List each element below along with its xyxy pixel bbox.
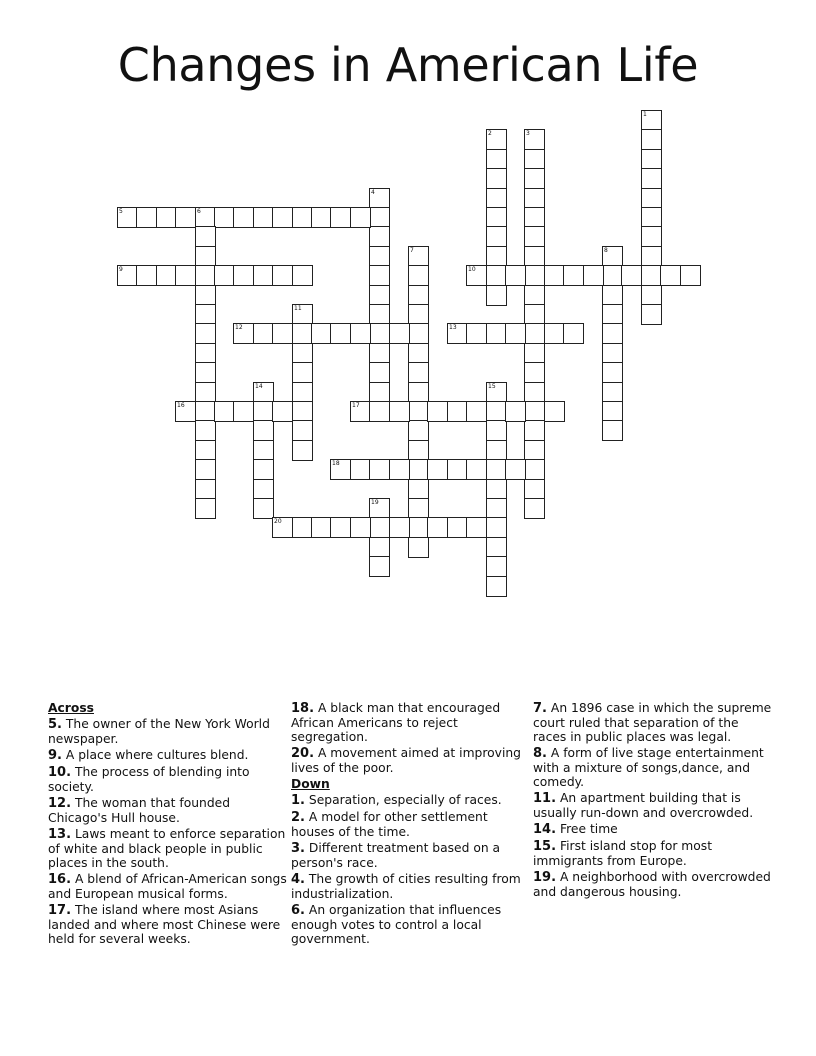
- clues-column-1: [48, 701, 288, 948]
- grid-cell[interactable]: [505, 459, 526, 480]
- grid-cell[interactable]: [175, 401, 196, 422]
- grid-cell[interactable]: [641, 207, 662, 228]
- cell-number: 14: [255, 383, 263, 390]
- grid-cell[interactable]: [660, 265, 681, 286]
- grid-cell[interactable]: [602, 285, 623, 306]
- grid-cell[interactable]: [253, 382, 274, 403]
- grid-cell[interactable]: [544, 265, 565, 286]
- grid-cell[interactable]: [369, 517, 390, 538]
- clue-number: 20.: [291, 746, 315, 761]
- grid-cell[interactable]: [583, 265, 604, 286]
- grid-cell[interactable]: [524, 362, 545, 383]
- grid-cell[interactable]: [369, 382, 390, 403]
- clue-text: A black man that encouraged African Americans to reject segregation.: [291, 701, 501, 744]
- grid-cell[interactable]: [311, 517, 332, 538]
- grid-cell[interactable]: [524, 420, 545, 441]
- grid-cell[interactable]: [214, 401, 235, 422]
- grid-cell[interactable]: [486, 459, 507, 480]
- grid-cell[interactable]: [524, 188, 545, 209]
- cell-number: 2: [488, 130, 492, 137]
- grid-cell[interactable]: [486, 285, 507, 306]
- clue-number: 11.: [533, 791, 557, 806]
- grid-cell[interactable]: [641, 149, 662, 170]
- clue-down-14: [533, 822, 773, 837]
- grid-cell[interactable]: [253, 323, 274, 344]
- grid-cell[interactable]: [486, 246, 507, 267]
- grid-cell[interactable]: [369, 265, 390, 286]
- grid-cell[interactable]: [253, 265, 274, 286]
- grid-cell[interactable]: [621, 265, 642, 286]
- grid-cell[interactable]: [292, 382, 313, 403]
- cell-number: 8: [604, 247, 608, 254]
- grid-cell[interactable]: [602, 362, 623, 383]
- grid-cell[interactable]: [524, 498, 545, 519]
- clue-number: 5.: [48, 717, 62, 732]
- grid-cell[interactable]: [447, 459, 468, 480]
- grid-cell[interactable]: [136, 265, 157, 286]
- grid-cell[interactable]: [214, 207, 235, 228]
- cell-number: 13: [449, 324, 457, 331]
- cell-number: 11: [294, 305, 302, 312]
- clue-number: 8.: [533, 746, 547, 761]
- clue-across-12: [48, 796, 288, 825]
- clue-text: A place where cultures blend.: [65, 748, 249, 762]
- grid-cell[interactable]: [524, 149, 545, 170]
- grid-cell[interactable]: [292, 323, 313, 344]
- grid-cell[interactable]: [292, 517, 313, 538]
- grid-cell[interactable]: [369, 246, 390, 267]
- grid-cell[interactable]: [486, 420, 507, 441]
- grid-cell[interactable]: [330, 517, 351, 538]
- grid-cell[interactable]: [524, 129, 545, 150]
- clue-number: 19.: [533, 870, 557, 885]
- grid-cell[interactable]: [408, 498, 429, 519]
- grid-cell[interactable]: [524, 168, 545, 189]
- grid-cell[interactable]: [311, 207, 332, 228]
- grid-cell[interactable]: [175, 265, 196, 286]
- clue-text: First island stop for most immigrants from Europe.: [533, 839, 713, 868]
- grid-cell[interactable]: [466, 517, 487, 538]
- grid-cell[interactable]: [292, 420, 313, 441]
- grid-cell[interactable]: [544, 323, 565, 344]
- grid-cell[interactable]: [563, 265, 584, 286]
- clue-across-20: [291, 746, 523, 775]
- grid-cell[interactable]: [195, 207, 216, 228]
- clue-number: 15.: [533, 839, 557, 854]
- grid-cell[interactable]: [486, 576, 507, 597]
- grid-cell[interactable]: [486, 265, 507, 286]
- grid-cell[interactable]: [524, 479, 545, 500]
- grid-cell[interactable]: [524, 440, 545, 461]
- grid-cell[interactable]: [233, 207, 254, 228]
- grid-cell[interactable]: [641, 226, 662, 247]
- grid-cell[interactable]: [272, 401, 293, 422]
- grid-cell[interactable]: [641, 168, 662, 189]
- grid-cell[interactable]: [524, 304, 545, 325]
- grid-cell[interactable]: [311, 323, 332, 344]
- clue-number: 9.: [48, 748, 62, 763]
- grid-cell[interactable]: [641, 129, 662, 150]
- clue-across-10: [48, 765, 288, 794]
- grid-cell[interactable]: [486, 556, 507, 577]
- grid-cell[interactable]: [486, 207, 507, 228]
- grid-cell[interactable]: [389, 459, 410, 480]
- clue-number: 10.: [48, 765, 72, 780]
- grid-cell[interactable]: [350, 459, 371, 480]
- cell-number: 9: [119, 266, 123, 273]
- grid-cell[interactable]: [156, 265, 177, 286]
- grid-cell[interactable]: [427, 459, 448, 480]
- grid-cell[interactable]: [505, 401, 526, 422]
- grid-cell[interactable]: [292, 401, 313, 422]
- clue-number: 18.: [291, 701, 315, 716]
- grid-cell[interactable]: [466, 401, 487, 422]
- grid-cell[interactable]: [602, 420, 623, 441]
- grid-cell[interactable]: [330, 207, 351, 228]
- grid-cell[interactable]: [195, 440, 216, 461]
- grid-cell[interactable]: [369, 343, 390, 364]
- cell-number: 17: [352, 402, 360, 409]
- grid-cell[interactable]: [369, 401, 390, 422]
- grid-cell[interactable]: [486, 168, 507, 189]
- grid-cell[interactable]: [602, 401, 623, 422]
- grid-cell[interactable]: [641, 188, 662, 209]
- grid-cell[interactable]: [447, 517, 468, 538]
- grid-cell[interactable]: [524, 226, 545, 247]
- clue-text: Different treatment based on a person's race.: [291, 841, 501, 870]
- clue-text: The owner of the New York World newspaper.: [48, 717, 270, 746]
- clue-across-18: [291, 701, 523, 744]
- grid-cell[interactable]: [641, 110, 662, 131]
- grid-cell[interactable]: [486, 498, 507, 519]
- grid-cell[interactable]: [195, 459, 216, 480]
- clue-number: 6.: [291, 903, 305, 918]
- grid-cell[interactable]: [505, 265, 526, 286]
- clue-across-9: [48, 748, 288, 763]
- grid-cell[interactable]: [680, 265, 701, 286]
- clue-down-2: [291, 810, 523, 839]
- grid-cell[interactable]: [195, 285, 216, 306]
- grid-cell[interactable]: [389, 323, 410, 344]
- clue-text: The woman that founded Chicago's Hull house.: [48, 796, 231, 825]
- grid-cell[interactable]: [505, 323, 526, 344]
- grid-cell[interactable]: [292, 304, 313, 325]
- grid-cell[interactable]: [272, 265, 293, 286]
- clue-text: A neighborhood with overcrowded and dangerous housing.: [533, 870, 771, 899]
- grid-cell[interactable]: [408, 517, 429, 538]
- grid-cell[interactable]: [641, 246, 662, 267]
- clue-text: A model for other settlement houses of the time.: [291, 810, 488, 839]
- grid-cell[interactable]: [292, 207, 313, 228]
- grid-cell[interactable]: [253, 440, 274, 461]
- page-title: Changes in American Life: [117, 38, 699, 92]
- grid-cell[interactable]: [214, 265, 235, 286]
- grid-cell[interactable]: [641, 285, 662, 306]
- cell-number: 1: [643, 111, 647, 118]
- grid-cell[interactable]: [466, 265, 487, 286]
- grid-cell[interactable]: [292, 440, 313, 461]
- clue-text: The island where most Asians landed and where most Chinese were held for several weeks.: [48, 903, 281, 946]
- grid-cell[interactable]: [195, 246, 216, 267]
- grid-cell[interactable]: [117, 207, 138, 228]
- grid-cell[interactable]: [602, 382, 623, 403]
- grid-cell[interactable]: [369, 323, 390, 344]
- clue-number: 1.: [291, 793, 305, 808]
- grid-cell[interactable]: [350, 323, 371, 344]
- grid-cell[interactable]: [253, 207, 274, 228]
- clue-text: The growth of cities resulting from industrialization.: [291, 872, 521, 901]
- grid-cell[interactable]: [408, 246, 429, 267]
- grid-cell[interactable]: [369, 498, 390, 519]
- grid-cell[interactable]: [641, 265, 662, 286]
- grid-cell[interactable]: [408, 401, 429, 422]
- grid-cell[interactable]: [195, 226, 216, 247]
- grid-cell[interactable]: [408, 323, 429, 344]
- grid-cell[interactable]: [369, 285, 390, 306]
- grid-cell[interactable]: [486, 479, 507, 500]
- clue-down-11: [533, 791, 773, 820]
- grid-cell[interactable]: [195, 382, 216, 403]
- clues-column-3: [533, 701, 773, 901]
- cell-number: 6: [197, 208, 201, 215]
- grid-cell[interactable]: [408, 343, 429, 364]
- grid-cell[interactable]: [486, 149, 507, 170]
- grid-cell[interactable]: [486, 382, 507, 403]
- grid-cell[interactable]: [486, 188, 507, 209]
- grid-cell[interactable]: [524, 343, 545, 364]
- cell-number: 12: [235, 324, 243, 331]
- cell-number: 4: [371, 189, 375, 196]
- grid-cell[interactable]: [195, 420, 216, 441]
- grid-cell[interactable]: [195, 343, 216, 364]
- grid-cell[interactable]: [524, 401, 545, 422]
- down-heading: Down: [291, 777, 330, 791]
- clue-down-4: [291, 872, 523, 901]
- grid-cell[interactable]: [408, 537, 429, 558]
- grid-cell[interactable]: [427, 401, 448, 422]
- clue-number: 16.: [48, 872, 72, 887]
- clue-number: 12.: [48, 796, 72, 811]
- grid-cell[interactable]: [156, 207, 177, 228]
- clue-text: An 1896 case in which the supreme court ruled that separation of the races in public places was legal.: [533, 701, 772, 744]
- grid-cell[interactable]: [253, 479, 274, 500]
- grid-cell[interactable]: [272, 517, 293, 538]
- grid-cell[interactable]: [563, 323, 584, 344]
- grid-cell[interactable]: [486, 401, 507, 422]
- grid-cell[interactable]: [408, 459, 429, 480]
- clue-across-17: [48, 903, 288, 946]
- grid-cell[interactable]: [389, 401, 410, 422]
- grid-cell[interactable]: [486, 323, 507, 344]
- clue-number: 13.: [48, 827, 72, 842]
- grid-cell[interactable]: [117, 265, 138, 286]
- clue-down-6: [291, 903, 523, 946]
- clue-number: 17.: [48, 903, 72, 918]
- clue-text: An organization that influences enough votes to control a local government.: [291, 903, 502, 946]
- clue-across-16: [48, 872, 288, 901]
- cell-number: 10: [468, 266, 476, 273]
- clue-down-7: [533, 701, 773, 744]
- clue-text: Laws meant to enforce separation of white and black people in public places in the south.: [48, 827, 286, 870]
- grid-cell[interactable]: [195, 323, 216, 344]
- grid-cell[interactable]: [253, 420, 274, 441]
- grid-cell[interactable]: [350, 207, 371, 228]
- grid-cell[interactable]: [408, 420, 429, 441]
- clue-down-19: [533, 870, 773, 899]
- cell-number: 18: [332, 460, 340, 467]
- clue-down-1: [291, 793, 523, 808]
- grid-cell[interactable]: [408, 382, 429, 403]
- clue-text: Separation, especially of races.: [308, 793, 502, 807]
- grid-cell[interactable]: [369, 556, 390, 577]
- grid-cell[interactable]: [524, 382, 545, 403]
- clue-number: 4.: [291, 872, 305, 887]
- grid-cell[interactable]: [369, 459, 390, 480]
- grid-cell[interactable]: [292, 343, 313, 364]
- grid-cell[interactable]: [292, 265, 313, 286]
- grid-cell[interactable]: [486, 129, 507, 150]
- cell-number: 19: [371, 499, 379, 506]
- grid-cell[interactable]: [447, 401, 468, 422]
- grid-cell[interactable]: [408, 440, 429, 461]
- grid-cell[interactable]: [136, 207, 157, 228]
- grid-cell[interactable]: [602, 343, 623, 364]
- cell-number: 20: [274, 518, 282, 525]
- grid-cell[interactable]: [486, 440, 507, 461]
- grid-cell[interactable]: [408, 479, 429, 500]
- grid-cell[interactable]: [272, 207, 293, 228]
- clue-down-15: [533, 839, 773, 868]
- grid-cell[interactable]: [408, 362, 429, 383]
- grid-cell[interactable]: [641, 304, 662, 325]
- grid-cell[interactable]: [369, 362, 390, 383]
- grid-cell[interactable]: [195, 498, 216, 519]
- grid-cell[interactable]: [524, 285, 545, 306]
- clue-number: 14.: [533, 822, 557, 837]
- grid-cell[interactable]: [292, 362, 313, 383]
- clues-column-2: [291, 701, 523, 948]
- grid-cell[interactable]: [195, 304, 216, 325]
- grid-cell[interactable]: [350, 517, 371, 538]
- grid-cell[interactable]: [486, 537, 507, 558]
- grid-cell[interactable]: [524, 246, 545, 267]
- grid-cell[interactable]: [253, 498, 274, 519]
- grid-cell[interactable]: [253, 401, 274, 422]
- grid-cell[interactable]: [253, 459, 274, 480]
- clue-across-5: [48, 717, 288, 746]
- grid-cell[interactable]: [447, 323, 468, 344]
- clue-number: 2.: [291, 810, 305, 825]
- grid-cell[interactable]: [427, 517, 448, 538]
- clue-down-8: [533, 746, 773, 789]
- clue-text: An apartment building that is usually run-down and overcrowded.: [533, 791, 754, 820]
- grid-cell[interactable]: [602, 304, 623, 325]
- grid-cell[interactable]: [602, 246, 623, 267]
- across-heading: Across: [48, 701, 94, 715]
- grid-cell[interactable]: [330, 323, 351, 344]
- grid-cell[interactable]: [233, 401, 254, 422]
- cell-number: 15: [488, 383, 496, 390]
- grid-cell[interactable]: [195, 265, 216, 286]
- clue-number: 3.: [291, 841, 305, 856]
- grid-cell[interactable]: [389, 517, 410, 538]
- grid-cell[interactable]: [195, 479, 216, 500]
- clue-text: A movement aimed at improving lives of the poor.: [291, 746, 521, 775]
- grid-cell[interactable]: [524, 323, 545, 344]
- clue-text: The process of blending into society.: [48, 765, 250, 794]
- grid-cell[interactable]: [369, 207, 390, 228]
- grid-cell[interactable]: [466, 459, 487, 480]
- grid-cell[interactable]: [195, 401, 216, 422]
- grid-cell[interactable]: [330, 459, 351, 480]
- clue-down-3: [291, 841, 523, 870]
- clue-number: 7.: [533, 701, 547, 716]
- clue-text: A blend of African-American songs and European musical forms.: [48, 872, 287, 901]
- grid-cell[interactable]: [369, 226, 390, 247]
- cell-number: 7: [410, 247, 414, 254]
- grid-cell[interactable]: [369, 537, 390, 558]
- cell-number: 5: [119, 208, 123, 215]
- clue-across-13: [48, 827, 288, 870]
- grid-cell[interactable]: [369, 304, 390, 325]
- cell-number: 3: [526, 130, 530, 137]
- grid-cell[interactable]: [350, 401, 371, 422]
- grid-cell[interactable]: [544, 401, 565, 422]
- grid-cell[interactable]: [233, 265, 254, 286]
- grid-cell[interactable]: [524, 265, 545, 286]
- grid-cell[interactable]: [602, 265, 623, 286]
- grid-cell[interactable]: [408, 304, 429, 325]
- clue-text: A form of live stage entertainment with a mixture of songs,dance, and comedy.: [533, 746, 764, 789]
- grid-cell[interactable]: [486, 226, 507, 247]
- grid-cell[interactable]: [408, 285, 429, 306]
- grid-cell[interactable]: [369, 188, 390, 209]
- grid-cell[interactable]: [466, 323, 487, 344]
- clue-text: Free time: [559, 822, 618, 836]
- grid-cell[interactable]: [175, 207, 196, 228]
- grid-cell[interactable]: [602, 323, 623, 344]
- grid-cell[interactable]: [233, 323, 254, 344]
- grid-cell[interactable]: [524, 207, 545, 228]
- cell-number: 16: [177, 402, 185, 409]
- grid-cell[interactable]: [408, 265, 429, 286]
- grid-cell[interactable]: [486, 517, 507, 538]
- grid-cell[interactable]: [524, 459, 545, 480]
- grid-cell[interactable]: [272, 323, 293, 344]
- grid-cell[interactable]: [195, 362, 216, 383]
